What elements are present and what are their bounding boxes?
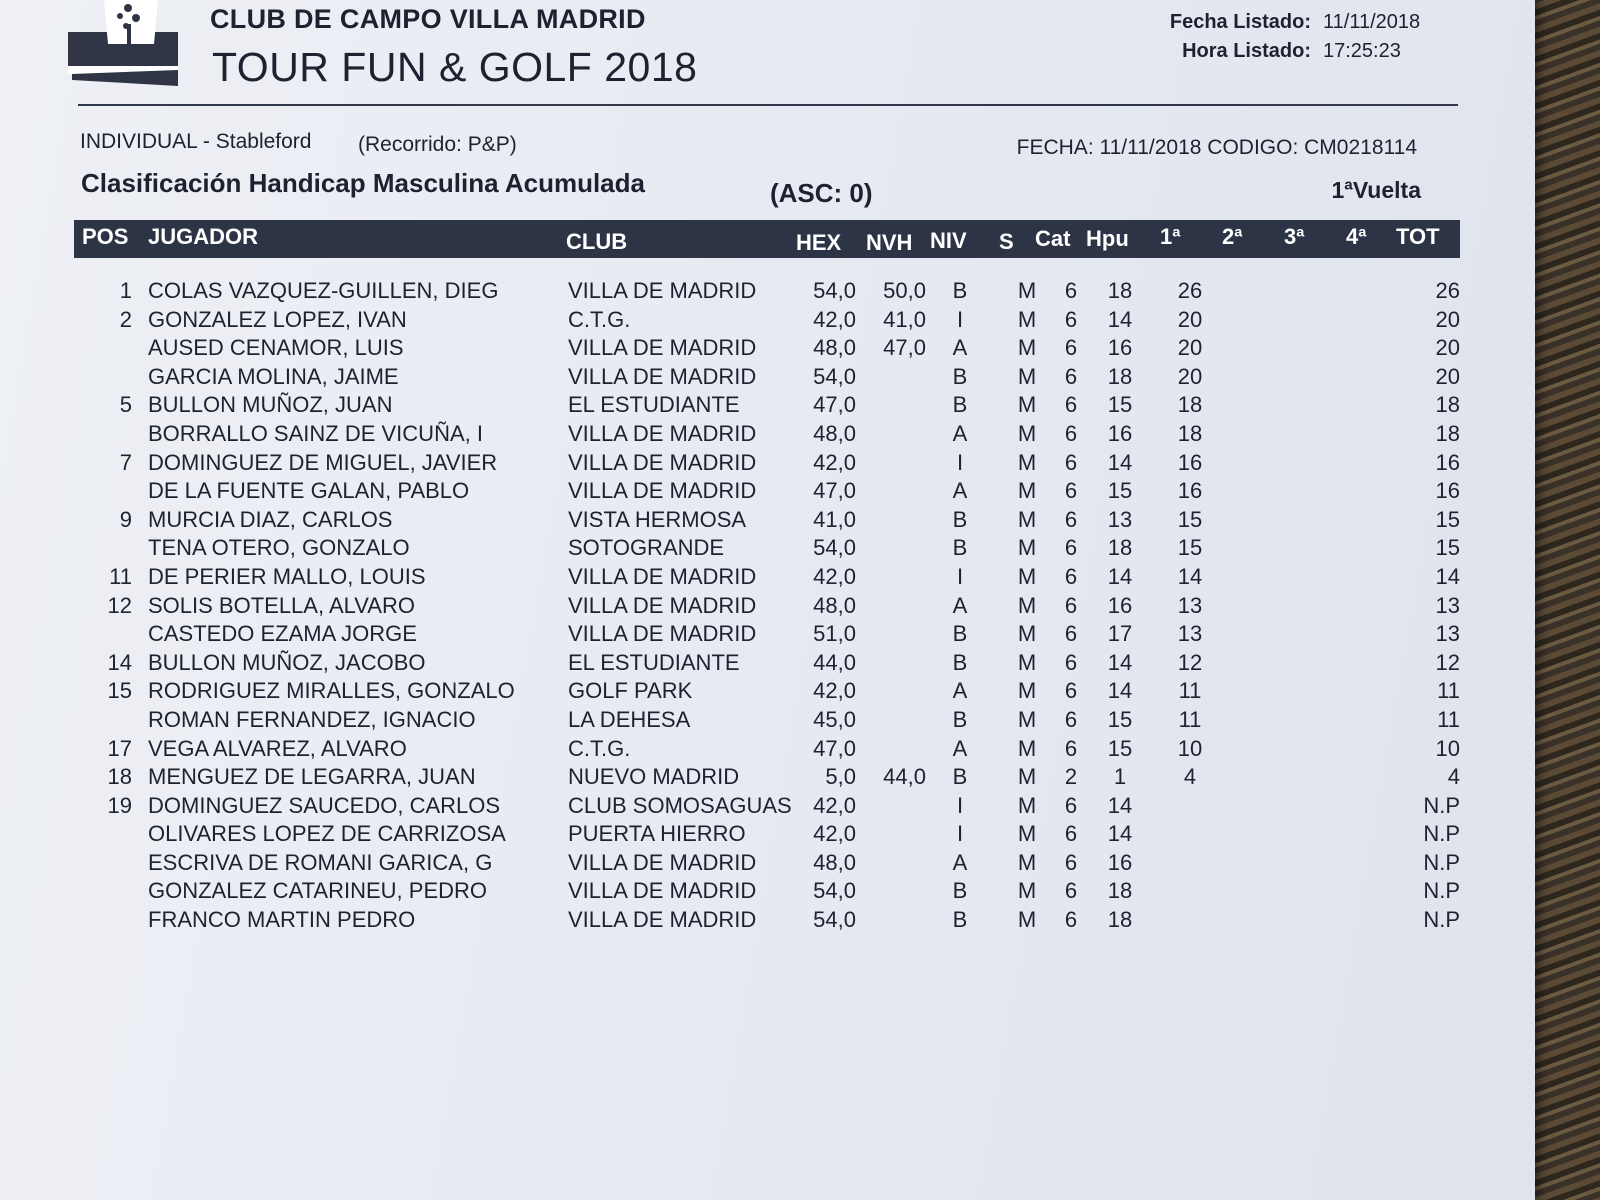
row-pos: 15	[107, 678, 132, 704]
row-hpu: 16	[1107, 420, 1133, 446]
row-s: M	[1017, 335, 1037, 361]
tour-title: TOUR FUN & GOLF 2018	[212, 44, 698, 90]
row-club: VILLA DE MADRID	[568, 878, 757, 904]
row-player: GONZALEZ CATARINEU, PEDRO	[148, 878, 488, 904]
row-round-1: 15	[1177, 535, 1203, 561]
column-header-club: CLUB	[566, 229, 628, 254]
row-club: VILLA DE MADRID	[568, 907, 757, 933]
row-round-1: 13	[1177, 592, 1203, 618]
row-niv: B	[952, 621, 968, 647]
row-cat: 6	[1064, 592, 1078, 618]
row-hpu: 1	[1113, 764, 1127, 790]
row-hpu: 14	[1107, 792, 1133, 818]
row-tot: 10	[1435, 735, 1460, 761]
row-cat: 6	[1064, 449, 1078, 475]
row-niv: B	[952, 907, 968, 933]
row-round-1: 20	[1177, 306, 1203, 332]
row-club: EL ESTUDIANTE	[568, 392, 740, 418]
row-cat: 6	[1064, 535, 1078, 561]
table-row	[0, 535, 1535, 564]
row-pos: 12	[107, 592, 132, 618]
row-club: VILLA DE MADRID	[568, 621, 757, 647]
classification-title: Clasificación Handicap Masculina Acumulada	[81, 168, 645, 198]
row-player: COLAS VAZQUEZ-GUILLEN, DIEG	[148, 278, 499, 303]
row-round-1: 16	[1177, 449, 1203, 475]
row-s: M	[1017, 706, 1037, 732]
row-hex: 45,0	[813, 706, 856, 732]
row-club: VILLA DE MADRID	[568, 592, 757, 618]
row-cat: 6	[1064, 878, 1078, 904]
row-club: VILLA DE MADRID	[568, 478, 757, 504]
table-row	[0, 307, 1535, 336]
row-club: EL ESTUDIANTE	[568, 649, 740, 675]
row-club: LA DEHESA	[568, 706, 691, 732]
row-club: VILLA DE MADRID	[568, 278, 757, 303]
row-pos: 17	[107, 735, 132, 761]
table-row	[0, 650, 1535, 679]
row-hex: 54,0	[813, 535, 856, 561]
row-player: DE PERIER MALLO, LOUIS	[148, 563, 426, 589]
table-row	[0, 764, 1535, 793]
column-header-hex: HEX	[796, 230, 842, 255]
row-club: CLUB SOMOSAGUAS	[568, 792, 792, 818]
row-tot: 11	[1437, 678, 1460, 704]
club-title: CLUB DE CAMPO VILLA MADRID	[210, 4, 646, 34]
row-hpu: 14	[1107, 563, 1133, 589]
row-player: SOLIS BOTELLA, ALVARO	[148, 592, 415, 618]
row-round-1: 11	[1178, 678, 1202, 704]
row-hex: 48,0	[813, 335, 856, 361]
row-cat: 6	[1064, 735, 1078, 761]
round-label: 1ªVuelta	[1331, 177, 1421, 203]
row-round-1: 11	[1178, 706, 1202, 732]
row-hex: 42,0	[813, 678, 856, 704]
row-hex: 51,0	[813, 621, 856, 647]
row-niv: A	[952, 478, 968, 504]
row-cat: 6	[1064, 563, 1078, 589]
row-round-1: 13	[1177, 621, 1203, 647]
row-cat: 6	[1064, 420, 1078, 446]
row-round-1: 12	[1177, 649, 1203, 675]
row-pos: 7	[119, 449, 132, 475]
column-header-round-4: 4ª	[1346, 224, 1367, 249]
row-hex: 48,0	[813, 849, 856, 875]
row-cat: 2	[1064, 764, 1078, 790]
table-row	[0, 907, 1535, 936]
row-hex: 47,0	[813, 478, 856, 504]
row-hpu: 15	[1107, 706, 1133, 732]
row-hpu: 18	[1107, 907, 1133, 933]
row-hex: 47,0	[813, 735, 856, 761]
row-niv: A	[952, 592, 968, 618]
row-cat: 6	[1064, 792, 1078, 818]
row-s: M	[1017, 764, 1037, 790]
row-niv: B	[952, 392, 968, 418]
row-cat: 6	[1064, 621, 1078, 647]
row-club: GOLF PARK	[568, 678, 693, 704]
row-player: DOMINGUEZ DE MIGUEL, JAVIER	[148, 449, 498, 475]
row-club: C.T.G.	[568, 735, 631, 761]
row-round-1: 26	[1177, 278, 1203, 303]
table-row	[0, 850, 1535, 879]
row-hex: 54,0	[813, 278, 856, 303]
table-row	[0, 507, 1535, 536]
row-hex: 5,0	[825, 764, 856, 790]
row-s: M	[1017, 792, 1037, 818]
row-club: SOTOGRANDE	[568, 535, 725, 561]
hora-listado-value: 17:25:23	[1323, 40, 1401, 62]
fecha-listado-label: Fecha Listado:	[1169, 11, 1311, 33]
row-niv: I	[956, 792, 964, 818]
row-hpu: 15	[1107, 392, 1133, 418]
row-hex: 54,0	[813, 878, 856, 904]
row-niv: I	[956, 563, 964, 589]
row-hpu: 15	[1107, 478, 1133, 504]
row-s: M	[1017, 678, 1037, 704]
fecha-listado-value: 11/11/2018	[1323, 11, 1421, 33]
row-hpu: 18	[1107, 278, 1133, 303]
row-hpu: 18	[1107, 363, 1133, 389]
row-niv: B	[952, 535, 968, 561]
row-niv: B	[952, 706, 968, 732]
row-hpu: 14	[1107, 821, 1133, 847]
row-cat: 6	[1064, 363, 1078, 389]
row-s: M	[1017, 735, 1037, 761]
row-player: OLIVARES LOPEZ DE CARRIZOSA	[148, 821, 506, 847]
listing-info	[1140, 8, 1420, 66]
row-player: VEGA ALVAREZ, ALVARO	[148, 735, 407, 761]
row-player: TENA OTERO, GONZALO	[148, 535, 410, 561]
row-player: AUSED CENAMOR, LUIS	[148, 335, 404, 361]
column-header-tot: TOT	[1396, 224, 1440, 249]
row-round-1: 20	[1177, 335, 1203, 361]
row-hex: 54,0	[813, 363, 856, 389]
row-cat: 6	[1064, 478, 1078, 504]
row-cat: 6	[1064, 306, 1078, 332]
column-header-niv: NIV	[930, 228, 967, 253]
row-tot: N.P	[1423, 821, 1460, 847]
row-nvh: 47,0	[883, 335, 926, 361]
row-club: VILLA DE MADRID	[568, 449, 757, 475]
row-niv: A	[952, 735, 968, 761]
row-nvh: 41,0	[883, 306, 926, 332]
table-row	[0, 678, 1535, 707]
column-header-cat: Cat	[1035, 226, 1071, 251]
table-row	[0, 421, 1535, 450]
row-s: M	[1017, 821, 1037, 847]
results-table	[0, 278, 1535, 936]
row-tot: 18	[1435, 392, 1460, 418]
row-cat: 6	[1064, 678, 1078, 704]
table-row	[0, 564, 1535, 593]
row-hex: 48,0	[813, 592, 856, 618]
row-pos: 9	[119, 506, 132, 532]
row-round-1: 16	[1177, 478, 1203, 504]
row-s: M	[1017, 478, 1037, 504]
table-row	[0, 392, 1535, 421]
table-row	[0, 335, 1535, 364]
row-tot: 15	[1435, 506, 1460, 532]
row-tot: 13	[1435, 592, 1460, 618]
row-player: DE LA FUENTE GALAN, PABLO	[148, 478, 470, 504]
row-hpu: 14	[1107, 649, 1133, 675]
row-s: M	[1017, 907, 1037, 933]
fecha-codigo: FECHA: 11/11/2018 CODIGO: CM0218114	[1016, 136, 1417, 159]
row-tot: 12	[1435, 649, 1460, 675]
table-row	[0, 478, 1535, 507]
row-hpu: 16	[1107, 335, 1133, 361]
row-s: M	[1017, 592, 1037, 618]
row-hex: 42,0	[813, 449, 856, 475]
row-tot: N.P	[1423, 792, 1460, 818]
row-club: VILLA DE MADRID	[568, 849, 757, 875]
row-tot: 11	[1437, 706, 1460, 732]
column-header-pos: POS	[82, 224, 129, 249]
row-hpu: 15	[1107, 735, 1133, 761]
row-niv: I	[956, 306, 964, 332]
row-player: BULLON MUÑOZ, JACOBO	[148, 649, 426, 675]
row-tot: 15	[1435, 535, 1460, 561]
row-tot: 20	[1435, 306, 1460, 332]
row-niv: I	[956, 449, 964, 475]
row-club: VILLA DE MADRID	[568, 563, 757, 589]
row-tot: 18	[1435, 420, 1460, 446]
row-tot: N.P	[1423, 907, 1460, 933]
row-niv: A	[952, 335, 968, 361]
row-hpu: 16	[1107, 849, 1133, 875]
row-round-1: 18	[1177, 420, 1203, 446]
column-header-jugador: JUGADOR	[148, 224, 259, 249]
row-player: GARCIA MOLINA, JAIME	[148, 363, 399, 389]
row-s: M	[1017, 363, 1037, 389]
row-round-1: 4	[1183, 764, 1197, 790]
row-tot: 14	[1435, 563, 1460, 589]
row-player: DOMINGUEZ SAUCEDO, CARLOS	[148, 792, 501, 818]
row-s: M	[1017, 392, 1037, 418]
row-hex: 42,0	[813, 306, 856, 332]
row-nvh: 50,0	[883, 278, 926, 303]
row-tot: N.P	[1423, 878, 1460, 904]
row-hpu: 14	[1107, 306, 1133, 332]
column-header-s: S	[999, 229, 1014, 254]
row-niv: A	[952, 849, 968, 875]
row-cat: 6	[1064, 849, 1078, 875]
row-club: PUERTA HIERRO	[568, 821, 746, 847]
row-player: MENGUEZ DE LEGARRA, JUAN	[148, 764, 476, 790]
table-row	[0, 621, 1535, 650]
row-cat: 6	[1064, 506, 1078, 532]
row-s: M	[1017, 649, 1037, 675]
row-s: M	[1017, 420, 1037, 446]
table-row	[0, 364, 1535, 393]
table-row	[0, 736, 1535, 765]
row-pos: 19	[107, 792, 132, 818]
row-cat: 6	[1064, 335, 1078, 361]
row-s: M	[1017, 306, 1037, 332]
row-club: VILLA DE MADRID	[568, 420, 757, 446]
row-pos: 18	[107, 764, 132, 790]
row-player: GONZALEZ LOPEZ, IVAN	[148, 306, 407, 332]
row-s: M	[1017, 278, 1037, 303]
hora-listado-label: Hora Listado:	[1182, 40, 1311, 62]
row-cat: 6	[1064, 821, 1078, 847]
row-player: MURCIA DIAZ, CARLOS	[148, 506, 393, 532]
row-player: RODRIGUEZ MIRALLES, GONZALO	[148, 678, 515, 704]
row-niv: A	[952, 420, 968, 446]
row-club: VILLA DE MADRID	[568, 363, 757, 389]
row-tot: 16	[1435, 478, 1460, 504]
column-header-nvh: NVH	[866, 230, 913, 255]
row-hex: 47,0	[813, 392, 856, 418]
row-nvh: 44,0	[883, 764, 926, 790]
row-club: C.T.G.	[568, 306, 631, 332]
row-cat: 6	[1064, 278, 1078, 303]
row-hex: 41,0	[813, 506, 856, 532]
row-niv: B	[952, 278, 968, 303]
row-hpu: 18	[1107, 535, 1133, 561]
table-row	[0, 593, 1535, 622]
table-row	[0, 707, 1535, 736]
row-pos: 14	[107, 649, 132, 675]
row-tot: 26	[1435, 278, 1460, 303]
column-header-round-2: 2ª	[1222, 224, 1243, 249]
column-header-round-3: 3ª	[1284, 224, 1305, 249]
row-hpu: 13	[1107, 506, 1133, 532]
asc-value: (ASC: 0)	[770, 178, 873, 208]
row-niv: B	[952, 764, 968, 790]
row-niv: A	[952, 678, 968, 704]
row-s: M	[1017, 535, 1037, 561]
row-tot: 13	[1435, 621, 1460, 647]
table-row	[0, 878, 1535, 907]
row-hex: 48,0	[813, 420, 856, 446]
row-hex: 44,0	[813, 649, 856, 675]
row-round-1: 14	[1177, 563, 1203, 589]
row-hex: 42,0	[813, 792, 856, 818]
row-s: M	[1017, 449, 1037, 475]
row-club: VISTA HERMOSA	[568, 506, 747, 532]
row-hex: 42,0	[813, 563, 856, 589]
row-club: NUEVO MADRID	[568, 764, 740, 790]
row-niv: I	[956, 821, 964, 847]
row-tot: 16	[1435, 449, 1460, 475]
row-niv: B	[952, 878, 968, 904]
column-header-round-1: 1ª	[1160, 224, 1181, 249]
row-hpu: 14	[1107, 678, 1133, 704]
row-tot: 4	[1447, 764, 1460, 790]
row-s: M	[1017, 878, 1037, 904]
row-hpu: 18	[1107, 878, 1133, 904]
row-round-1: 20	[1177, 363, 1203, 389]
row-niv: B	[952, 649, 968, 675]
table-row	[0, 278, 1535, 307]
table-row	[0, 821, 1535, 850]
row-player: CASTEDO EZAMA JORGE	[148, 621, 417, 647]
row-niv: B	[952, 363, 968, 389]
row-hpu: 16	[1107, 592, 1133, 618]
row-tot: 20	[1435, 335, 1460, 361]
row-niv: B	[952, 506, 968, 532]
row-cat: 6	[1064, 706, 1078, 732]
row-hex: 42,0	[813, 821, 856, 847]
row-player: FRANCO MARTIN PEDRO	[148, 907, 416, 933]
row-club: VILLA DE MADRID	[568, 335, 757, 361]
row-hex: 54,0	[813, 907, 856, 933]
row-player: ROMAN FERNANDEZ, IGNACIO	[148, 706, 476, 732]
row-tot: N.P	[1423, 849, 1460, 875]
row-tot: 20	[1435, 363, 1460, 389]
row-cat: 6	[1064, 649, 1078, 675]
row-pos: 1	[119, 278, 132, 303]
header-divider	[78, 104, 1458, 106]
row-pos: 5	[119, 392, 132, 418]
course-info: (Recorrido: P&P)	[358, 133, 517, 156]
row-round-1: 18	[1177, 392, 1203, 418]
row-s: M	[1017, 506, 1037, 532]
row-hpu: 14	[1107, 449, 1133, 475]
game-mode: INDIVIDUAL - Stableford	[80, 130, 312, 153]
row-cat: 6	[1064, 907, 1078, 933]
row-pos: 11	[109, 563, 132, 589]
club-logo-icon	[68, 0, 183, 88]
row-s: M	[1017, 621, 1037, 647]
table-row	[0, 793, 1535, 822]
row-round-1: 15	[1177, 506, 1203, 532]
row-player: BULLON MUÑOZ, JUAN	[148, 392, 393, 418]
row-s: M	[1017, 849, 1037, 875]
column-header-hpu: Hpu	[1086, 226, 1129, 251]
table-header	[74, 220, 1460, 258]
row-hpu: 17	[1107, 621, 1133, 647]
row-s: M	[1017, 563, 1037, 589]
row-round-1: 10	[1177, 735, 1203, 761]
row-cat: 6	[1064, 392, 1078, 418]
row-player: BORRALLO SAINZ DE VICUÑA, I	[148, 420, 483, 446]
table-row	[0, 450, 1535, 479]
row-pos: 2	[119, 306, 132, 332]
row-player: ESCRIVA DE ROMANI GARICA, G	[148, 849, 493, 875]
